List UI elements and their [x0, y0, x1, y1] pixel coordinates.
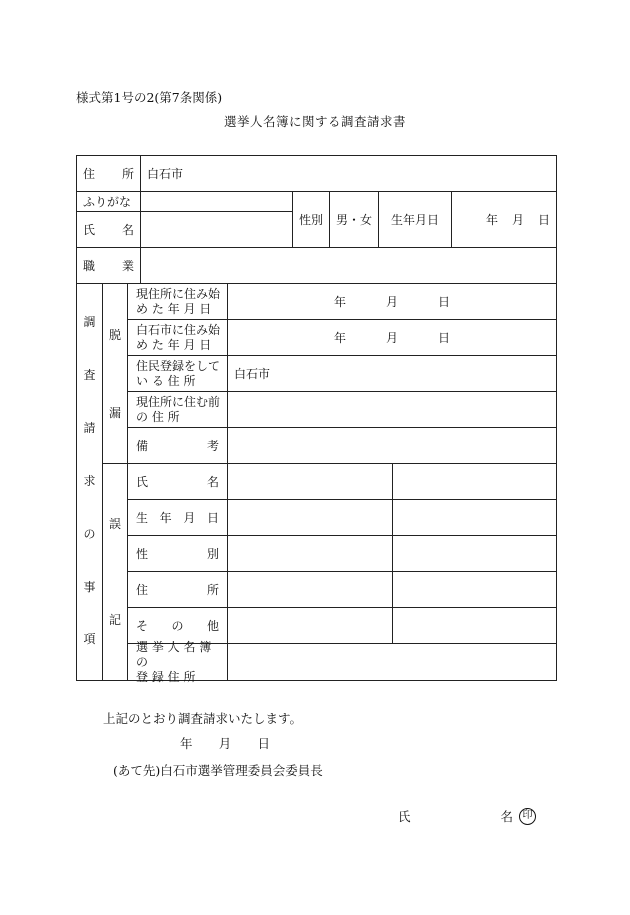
seal-mark-icon: 印 — [519, 808, 536, 825]
request-date-field[interactable]: 年 月 日 — [180, 736, 270, 751]
omission-remarks-field[interactable] — [228, 428, 556, 463]
error-birthdate-correct-field[interactable] — [393, 500, 556, 535]
name-label: 氏 名 — [83, 222, 134, 237]
omission-move-in-date-field[interactable]: 年 月 日 — [334, 294, 450, 309]
error-gender-correct-field[interactable] — [393, 536, 556, 571]
registered-address-label: 選 挙 人 名 簿 の 登 録 住 所 — [136, 639, 212, 684]
error-other-correct-field[interactable] — [393, 608, 556, 643]
omission-city-move-in-date-field[interactable]: 年 月 日 — [334, 330, 450, 345]
omission-label: 脱 漏 — [108, 328, 121, 420]
omission-move-in-date-label: 現住所に住み始 め た 年 月 日 — [136, 286, 221, 316]
error-name-correct-field[interactable] — [393, 464, 556, 499]
signature-label-second: 名 — [500, 809, 513, 824]
error-gender-wrong-field[interactable] — [228, 536, 392, 571]
omission-registered-address-label: 住民登録をして い る 住 所 — [136, 358, 221, 388]
registered-address-field[interactable] — [228, 644, 556, 680]
error-name-label: 氏 名 — [136, 474, 219, 489]
birthdate-field[interactable]: 年 月 日 — [486, 212, 550, 227]
occupation-label: 職 業 — [83, 258, 134, 273]
signature-label-first: 氏 — [398, 809, 411, 824]
omission-city-move-in-date-label: 白石市に住み始 め た 年 月 日 — [136, 322, 221, 352]
signature-line[interactable] — [398, 807, 536, 825]
error-address-wrong-field[interactable] — [228, 572, 392, 607]
furigana-field[interactable] — [141, 192, 292, 211]
error-birthdate-label: 生 年 月 日 — [136, 510, 219, 525]
error-birthdate-wrong-field[interactable] — [228, 500, 392, 535]
form-number: 様式第1号の2(第7条関係) — [76, 90, 223, 105]
addressee: (あて先)白石市選挙管理委員会委員長 — [113, 763, 323, 778]
address-label: 住 所 — [83, 166, 134, 181]
furigana-label: ふりがな — [83, 194, 132, 209]
error-label: 誤 記 — [108, 517, 121, 627]
error-address-correct-field[interactable] — [393, 572, 556, 607]
occupation-field[interactable] — [141, 248, 556, 283]
request-statement: 上記のとおり調査請求いたします。 — [103, 711, 303, 726]
omission-remarks-label: 備 考 — [136, 438, 219, 453]
address-field[interactable]: 白石市 — [147, 166, 184, 181]
request-items-label: 調 査 請 求 の 事 項 — [83, 315, 96, 647]
error-gender-label: 性 別 — [136, 546, 219, 561]
error-other-wrong-field[interactable] — [228, 608, 392, 643]
name-field[interactable] — [141, 212, 292, 247]
omission-registered-address-field[interactable]: 白石市 — [234, 366, 271, 381]
omission-previous-address-label: 現住所に住む前 の 住 所 — [136, 394, 221, 424]
omission-previous-address-field[interactable] — [228, 392, 556, 427]
gender-choice[interactable]: 男・女 — [335, 212, 372, 227]
error-address-label: 住 所 — [136, 582, 219, 597]
error-name-wrong-field[interactable] — [228, 464, 392, 499]
form-title: 選挙人名簿に関する調査請求書 — [223, 114, 406, 129]
gender-label: 性別 — [298, 212, 323, 227]
birthdate-label: 生年月日 — [390, 212, 439, 227]
error-other-label: そ の 他 — [136, 618, 219, 633]
